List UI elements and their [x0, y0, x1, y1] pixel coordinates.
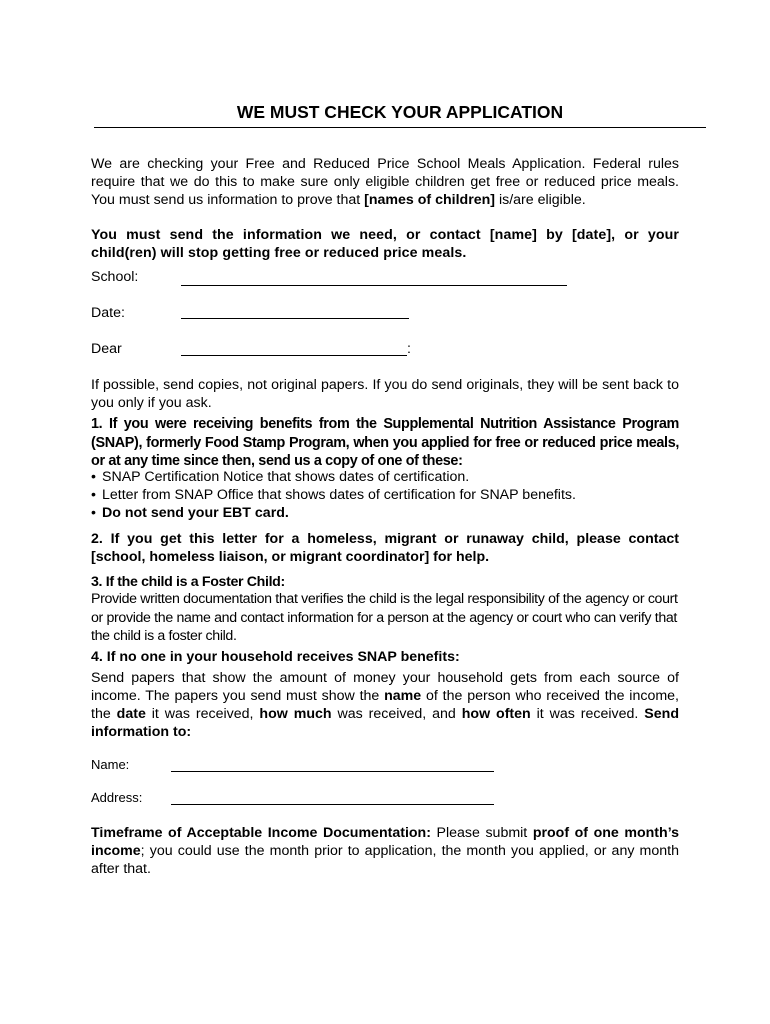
bullet-item — [91, 486, 681, 504]
page-title: WE MUST CHECK YOUR APPLICATION — [236, 102, 564, 122]
dear-label: Dear — [91, 341, 122, 357]
intro-tail: is/are eligible. — [495, 192, 586, 208]
section-2-paragraph: 2. If you get this letter for a homeless, migrant or runaway child, please contact [school, homeless liaison, or migrant coordinator] for help. — [91, 531, 679, 565]
date-field[interactable] — [181, 318, 409, 319]
warning-paragraph: You must send the information we need, or contact [name] by [date], or your child(ren) will stop getting free or reduced price meals. — [91, 227, 679, 261]
s4-bold-send-info: Send information to: — [91, 706, 679, 740]
title-underline — [94, 127, 706, 128]
name-field[interactable] — [171, 771, 494, 772]
s4-bold-date: date — [116, 706, 146, 722]
bullet-item — [91, 504, 681, 522]
bullet-text: SNAP Certification Notice that shows dates of certification. — [102, 469, 470, 485]
intro-text: We are checking your Free and Reduced Price School Meals Application. Federal rules require that we do this to make sure only eligible children get free or reduced price meals. You must send us information to prove that — [91, 156, 679, 208]
s4-text: Send papers that show the amount of money your household gets from each source of income. The papers you send must show the — [91, 670, 679, 704]
s4-bold-how-often: how often — [461, 706, 531, 722]
timeframe-heading: Timeframe of Acceptable Income Documentation: — [91, 825, 431, 841]
section-3-body: Provide written documentation that verifies the child is the legal responsibility of the agency or court or provide the name and contact information for a person at the agency or court who can verify that the child is a foster child. — [91, 591, 678, 644]
timeframe-bold: proof of one month’s income — [91, 825, 679, 859]
timeframe-paragraph — [91, 824, 679, 878]
s4-text: of the person who received the income, the — [91, 688, 679, 722]
school-label: School: — [91, 269, 139, 285]
s4-text: it was received, — [145, 706, 260, 722]
bullet-text: Do not send your EBT card. — [102, 505, 289, 521]
date-label: Date: — [91, 305, 125, 321]
name-label: Name: — [91, 757, 130, 772]
s4-bold-name: name — [384, 688, 422, 704]
bullet-icon: • — [91, 469, 96, 485]
dear-field[interactable] — [181, 355, 407, 356]
address-label: Address: — [91, 790, 143, 805]
s4-bold-how-much: how much — [259, 706, 332, 722]
bullet-text: Letter from SNAP Office that shows dates of certification for SNAP benefits. — [102, 487, 576, 503]
bullet-icon: • — [91, 505, 96, 521]
school-field[interactable] — [181, 285, 567, 286]
s4-text: was received, and — [331, 706, 462, 722]
intro-children-placeholder: [names of children] — [364, 192, 496, 208]
address-field[interactable] — [171, 804, 494, 805]
s4-text: it was received. — [530, 706, 645, 722]
bullet-item — [91, 468, 681, 486]
timeframe-text: ; you could use the month prior to application, the month you applied, or any month after that. — [91, 843, 679, 877]
section-3-heading: 3. If the child is a Foster Child: — [91, 574, 285, 590]
section-4-heading: 4. If no one in your household receives SNAP benefits: — [91, 649, 460, 665]
copies-note: If possible, send copies, not original papers. If you do send originals, they will be sent back to you only if you ask. — [91, 377, 679, 411]
dear-colon: : — [407, 341, 411, 357]
timeframe-text: Please submit — [430, 825, 533, 841]
intro-paragraph — [91, 155, 679, 209]
bullet-icon: • — [91, 487, 96, 503]
section-1-heading: 1. If you were receiving benefits from the Supplemental Nutrition Assistance Program (SNAP), formerly Food Stamp Program, when you applied for free or reduced price meals, or at any time since then, send us a copy of one of these: — [91, 416, 679, 469]
section-4-body — [91, 669, 679, 741]
